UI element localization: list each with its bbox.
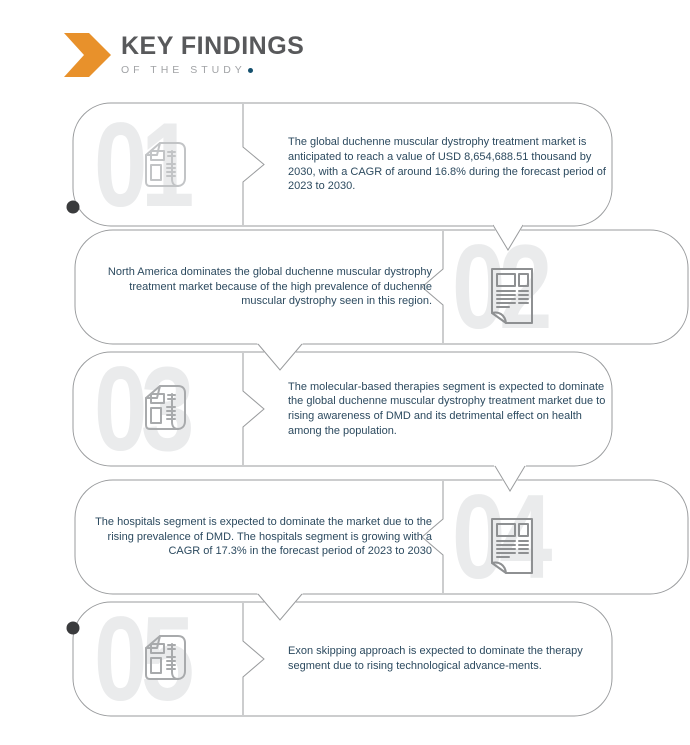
- divider-pointer-3: [243, 353, 264, 465]
- finding-text: The hospitals segment is expected to dominate the market due to the rising prevalence of DMD. The hospitals segment is growing with a CAGR of 17.3% in the forecast period of 2023 to 2030: [95, 516, 432, 558]
- subtitle-dot-icon: [248, 68, 253, 73]
- chain-dot-bottom: [67, 622, 80, 635]
- header: [64, 33, 304, 77]
- finding-text: North America dominates the global duchenne muscular dystrophy treatment market because of the high prevalence of duchenne muscular dystrophy seen in this region.: [107, 266, 432, 308]
- finding-text: Exon skipping approach is expected to dominate the therapy segment due to rising technological advance-ments.: [288, 645, 583, 672]
- newspaper-icon: [132, 138, 202, 199]
- newspaper-icon: [132, 631, 202, 692]
- tail-3-4: [495, 466, 525, 491]
- chain-dot-top: [67, 201, 80, 214]
- divider-pointer-5: [243, 603, 264, 715]
- finding-number-watermark: 04: [452, 470, 546, 604]
- arrow-icon: [64, 33, 112, 77]
- tail-1-2: [493, 225, 523, 250]
- page-title: KEY FINDINGS: [121, 32, 305, 60]
- newspaper-icon: [479, 513, 545, 586]
- finding-text: The molecular-based therapies segment is expected to dominate the global duchenne muscular dystrophy treatment market due to rising awareness of DMD and its detrimental effect on health among the population.: [288, 380, 606, 437]
- newspaper-icon: [479, 263, 545, 336]
- finding-number-watermark: 02: [452, 220, 546, 354]
- newspaper-icon: [132, 381, 202, 442]
- finding-text: The global duchenne muscular dystrophy treatment market is anticipated to reach a value of USD 8,654,688.51 thousand by 2030, with a CAGR of around 16.8% during the forecast period of 2023 to 2030.: [288, 136, 606, 193]
- finding-number-watermark: 05: [94, 592, 188, 726]
- page-subtitle: OF THE STUDY: [121, 64, 246, 77]
- finding-number-watermark: 01: [94, 97, 188, 232]
- finding-number-watermark: 03: [94, 342, 188, 476]
- divider-pointer-1: [243, 104, 264, 225]
